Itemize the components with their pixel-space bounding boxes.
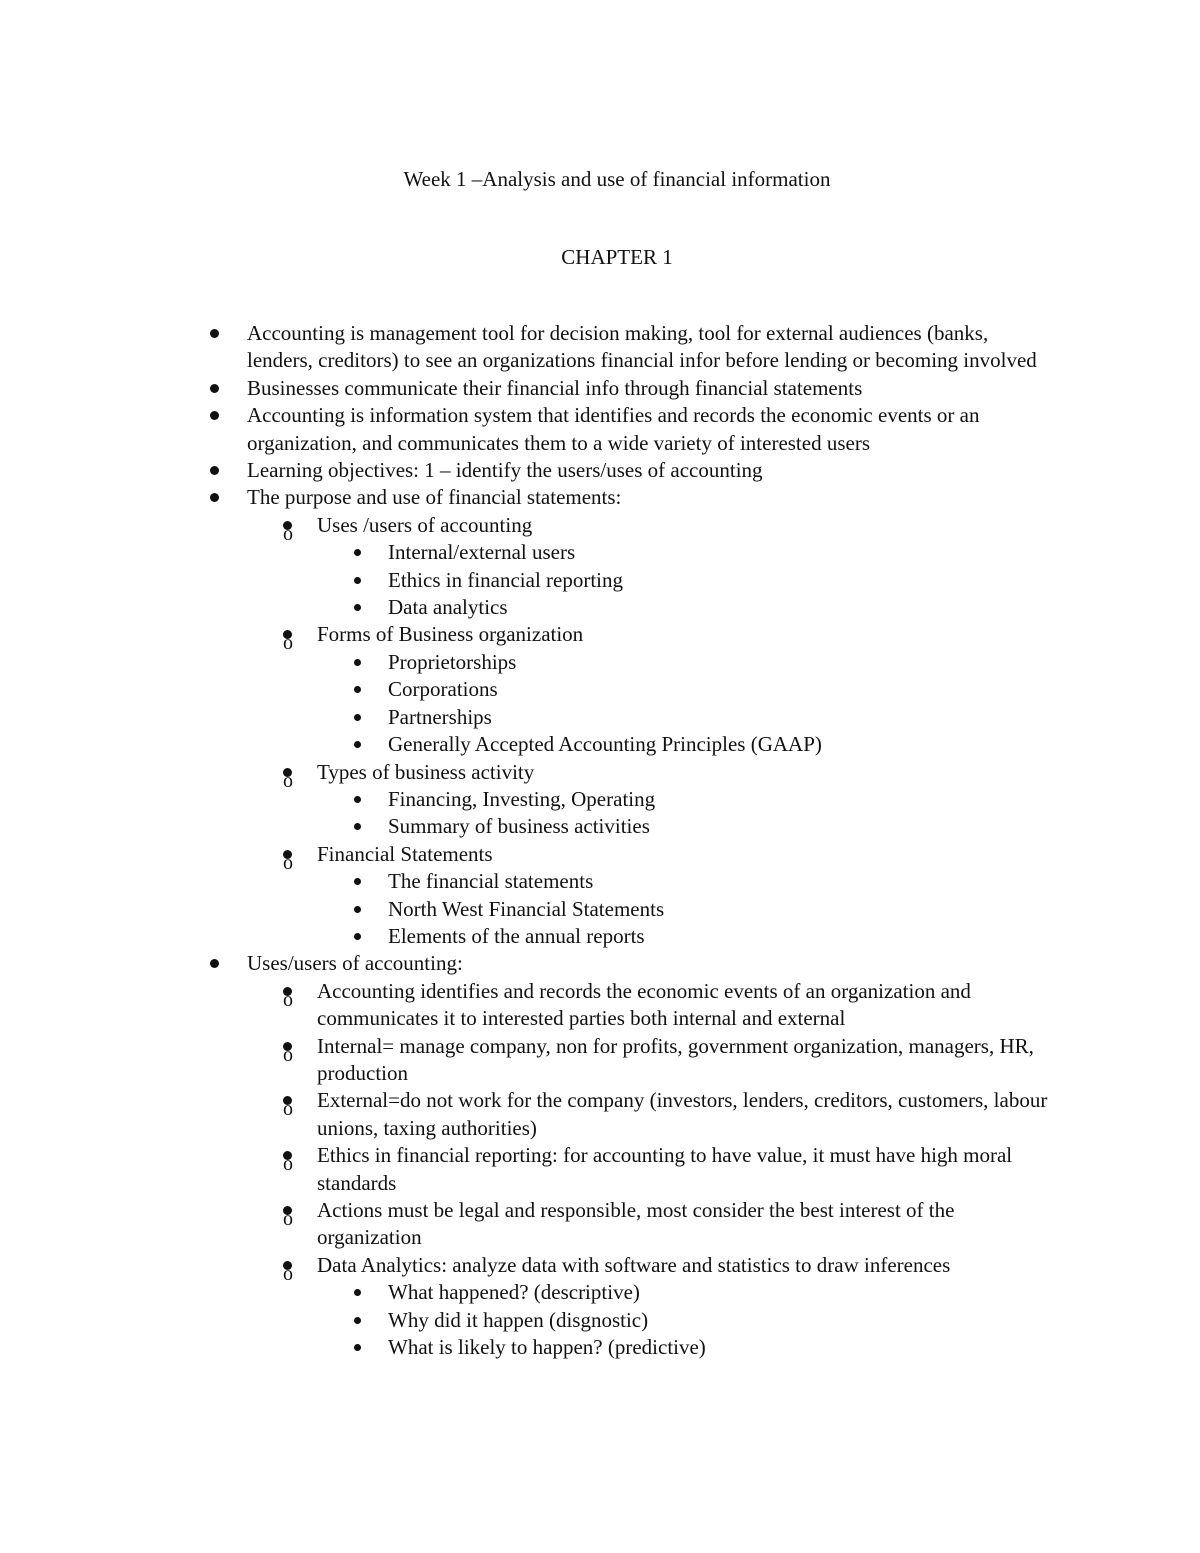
list-item-text: Why did it happen (disgnostic) xyxy=(388,1307,649,1332)
list-item-text: Proprietorships xyxy=(388,649,517,674)
list-item xyxy=(0,1142,1200,1197)
list-item-text: Financial Statements xyxy=(317,841,493,866)
square-bullet-icon xyxy=(354,933,361,940)
list-item xyxy=(0,594,1200,621)
list-item-text: Businesses communicate their financial info through financial statements xyxy=(247,375,863,400)
list-item-text: Ethics in financial reporting xyxy=(388,567,624,592)
list-item xyxy=(0,621,1200,758)
list-item-text: Accounting is management tool for decision making, tool for external audiences (banks, lenders, creditors) to see an organizations financial infor before lending or becoming involved xyxy=(247,321,1037,373)
list-item-text: Internal/external users xyxy=(388,540,576,565)
list-item-text: Financing, Investing, Operating xyxy=(388,786,656,811)
list-item-text: What happened? (descriptive) xyxy=(388,1280,640,1305)
square-bullet-icon xyxy=(354,714,361,721)
list-item-text: Generally Accepted Accounting Principles (GAAP) xyxy=(388,732,822,757)
square-bullet-icon xyxy=(354,1344,361,1351)
square-bullet-icon xyxy=(354,823,361,830)
list-item xyxy=(0,402,1200,457)
list-item xyxy=(0,1087,1200,1142)
nested-list xyxy=(0,868,1200,950)
list-item xyxy=(0,457,1200,484)
nested-list xyxy=(0,786,1200,841)
list-item xyxy=(0,786,1200,813)
document-title: Week 1 –Analysis and use of financial information xyxy=(403,167,831,191)
circle-bullet-icon: o xyxy=(283,769,293,792)
disc-bullet-icon xyxy=(210,493,219,502)
circle-bullet-icon: o xyxy=(283,1208,293,1230)
list-item-text: North West Financial Statements xyxy=(388,896,665,921)
list-item xyxy=(0,539,1200,566)
list-item xyxy=(0,320,1200,375)
list-item xyxy=(0,1334,1200,1361)
square-bullet-icon xyxy=(354,686,361,693)
list-item-text: What is likely to happen? (predictive) xyxy=(388,1335,706,1360)
circle-bullet-icon: o xyxy=(283,851,293,874)
list-item-text: Types of business activity xyxy=(317,759,535,784)
nested-list xyxy=(0,539,1200,621)
list-item-text: The financial statements xyxy=(388,869,594,894)
disc-bullet-icon xyxy=(210,411,219,420)
list-item-text: Internal= manage company, non for profits, government organization, managers, HR, production xyxy=(317,1033,1034,1085)
list-item xyxy=(0,868,1200,895)
outline-body xyxy=(0,320,1200,1361)
list-item xyxy=(0,484,1200,950)
nested-list xyxy=(0,649,1200,759)
list-item-text: Uses/users of accounting: xyxy=(247,951,463,976)
list-item-text: Ethics in financial reporting: for accounting to have value, it must have high moral standards xyxy=(317,1143,1013,1195)
list-item-text: Data Analytics: analyze data with software and statistics to draw inferences xyxy=(317,1252,951,1277)
circle-bullet-icon: o xyxy=(283,632,293,655)
square-bullet-icon xyxy=(354,549,361,556)
list-item xyxy=(0,813,1200,840)
list-item-text: External=do not work for the company (investors, lenders, creditors, customers, labour unions, taxing authorities) xyxy=(317,1088,1048,1140)
chapter-heading: CHAPTER 1 xyxy=(561,245,673,269)
list-item-text: Forms of Business organization xyxy=(317,622,584,647)
square-bullet-icon xyxy=(354,1317,361,1324)
list-item-text: Data analytics xyxy=(388,595,508,620)
list-item-text: Elements of the annual reports xyxy=(388,923,645,948)
list-item xyxy=(0,759,1200,841)
circle-bullet-icon: o xyxy=(283,1098,293,1121)
circle-bullet-icon: o xyxy=(283,988,293,1011)
list-item xyxy=(0,676,1200,703)
circle-bullet-icon: o xyxy=(283,1262,293,1285)
square-bullet-icon xyxy=(354,1289,361,1296)
list-item xyxy=(0,1033,1200,1088)
list-item-text: The purpose and use of financial statements: xyxy=(247,485,622,510)
list-item-text: Actions must be legal and responsible, most consider the best interest of the organization xyxy=(317,1198,955,1250)
list-item xyxy=(0,704,1200,731)
disc-bullet-icon xyxy=(210,466,219,475)
disc-bullet-icon xyxy=(210,959,219,968)
disc-bullet-icon xyxy=(210,384,219,393)
list-item xyxy=(0,512,1200,622)
square-bullet-icon xyxy=(354,796,361,803)
list-item-text: Accounting is information system that identifies and records the economic events or an organization, and communicates them to a wide variety of interested users xyxy=(247,403,980,455)
list-item xyxy=(0,1252,1200,1362)
list-item-text: Summary of business activities xyxy=(388,814,650,839)
list-item-text: Partnerships xyxy=(388,704,492,729)
list-item xyxy=(0,375,1200,402)
circle-bullet-icon: o xyxy=(283,1043,293,1066)
list-item xyxy=(0,1197,1200,1252)
list-item xyxy=(0,923,1200,950)
list-item xyxy=(0,841,1200,951)
disc-bullet-icon xyxy=(210,329,219,338)
circle-bullet-icon: o xyxy=(283,1153,293,1176)
list-item xyxy=(0,1279,1200,1306)
square-bullet-icon xyxy=(354,906,361,913)
circle-bullet-icon: o xyxy=(283,522,293,545)
list-item-text: Learning objectives: 1 – identify the users/uses of accounting xyxy=(247,458,763,483)
list-item-text: Corporations xyxy=(388,677,498,702)
square-bullet-icon xyxy=(354,878,361,885)
list-item xyxy=(0,1307,1200,1334)
list-item xyxy=(0,649,1200,676)
list-item xyxy=(0,896,1200,923)
bullet-list xyxy=(0,320,1200,1361)
square-bullet-icon xyxy=(354,577,361,584)
square-bullet-icon xyxy=(354,659,361,666)
list-item xyxy=(0,731,1200,758)
list-item-text: Uses /users of accounting xyxy=(317,512,533,537)
list-item xyxy=(0,950,1200,1361)
list-item xyxy=(0,567,1200,594)
nested-list xyxy=(0,978,1200,1362)
nested-list xyxy=(0,1279,1200,1361)
nested-list xyxy=(0,512,1200,951)
list-item-text: Accounting identifies and records the economic events of an organization and communicates it to interested parties both internal and external xyxy=(317,978,971,1031)
list-item xyxy=(0,978,1200,1033)
square-bullet-icon xyxy=(354,604,361,611)
square-bullet-icon xyxy=(354,741,361,748)
